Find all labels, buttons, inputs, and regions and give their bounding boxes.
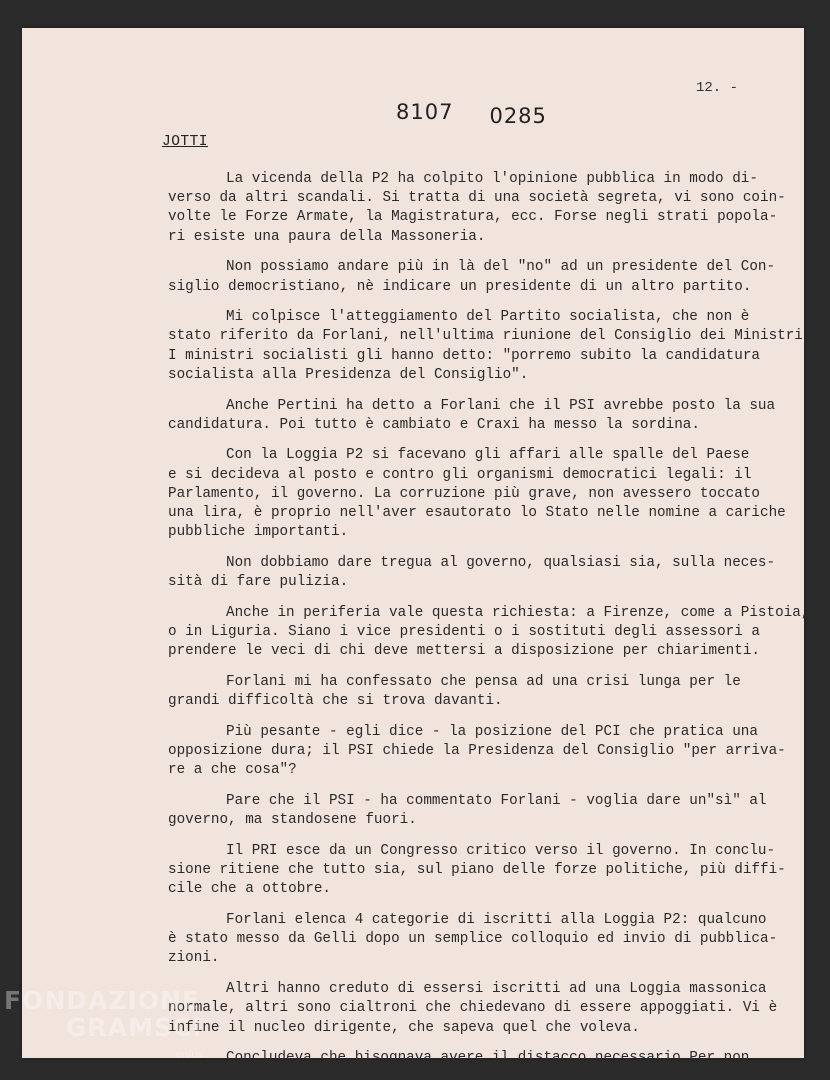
text-line: e si decideva al posto e contro gli organismi democratici legali: il (168, 466, 752, 483)
text-line: infine il nucleo dirigente, che sapeva quel che voleva. (168, 1019, 640, 1036)
paragraph (168, 258, 776, 296)
paragraph (168, 308, 812, 385)
text-line: Mi colpisce l'atteggiamento del Partito socialista, che non è (226, 309, 750, 326)
text-line: ri esiste una paura della Massoneria. (168, 228, 486, 245)
speaker-heading: JOTTI (162, 134, 209, 150)
text-line: La vicenda della P2 ha colpito l'opinione pubblica in modo di- (226, 171, 758, 187)
watermark-line1: FONDAZIONE (4, 986, 201, 1015)
text-line: socialista alla Presidenza del Consiglio". (168, 366, 529, 383)
watermark-line3: onlus (176, 1050, 203, 1061)
text-line: verso da altri scandali. Si tratta di una società segreta, vi sono coin- (168, 190, 786, 207)
paragraph (168, 604, 810, 662)
text-line: sità di fare pulizia. (168, 574, 349, 591)
text-line: Con la Loggia P2 si facevano gli affari alle spalle del Paese (226, 447, 750, 464)
paragraph (168, 911, 778, 969)
text-line: Non dobbiamo dare tregua al governo, qualsiasi sia, sulla neces- (226, 554, 776, 571)
text-line: siglio democristiano, nè indicare un presidente di un altro partito. (168, 278, 752, 295)
text-line: prendere le veci di chi deve mettersi a disposizione per chiarimenti. (168, 643, 760, 660)
text-line: cile che a ottobre. (168, 881, 332, 898)
document-body (168, 170, 812, 1080)
text-line: Pare che il PSI - ha commentato Forlani - voglia dare un"sì" al (226, 792, 767, 809)
paragraph (168, 792, 768, 830)
paragraph (168, 980, 778, 1038)
paragraph (168, 723, 786, 781)
text-line: opposizione dura; il PSI chiede la Presidenza del Consiglio "per arriva- (168, 743, 786, 760)
text-line: Anche in periferia vale questa richiesta: a Firenze, come a Pistoia, (226, 604, 810, 621)
text-line: stato riferito da Forlani, nell'ultima riunione del Consiglio dei Ministri. (168, 328, 812, 345)
text-line: Altri hanno creduto di essersi iscritti ad una Loggia massonica (226, 981, 767, 998)
watermark-line2: GRAMSCI (66, 1013, 203, 1042)
paragraph (168, 673, 768, 711)
text-line: pubbliche importanti. (168, 524, 349, 541)
paragraph (168, 842, 786, 900)
paragraph (168, 554, 776, 592)
paragraph (168, 170, 786, 247)
text-line: grandi difficoltà che si trova davanti. (168, 693, 503, 710)
page-number: 12. - (695, 80, 738, 96)
text-line: Forlani mi ha confessato che pensa ad una crisi lunga per le (226, 673, 741, 690)
paragraph (168, 446, 786, 542)
text-line: Forlani elenca 4 categorie di iscritti alla Loggia P2: qualcuno (226, 912, 767, 928)
text-line: Parlamento, il governo. La corruzione più grave, non avessero toccato (168, 485, 760, 502)
text-line: è stato messo da Gelli dopo un semplice colloquio ed invio di pubblica- (168, 931, 778, 948)
text-line: o in Liguria. Siano i vice presidenti o i sostituti degli assessori a (168, 624, 760, 641)
text-line: zioni. (168, 950, 220, 967)
text-line: I ministri socialisti gli hanno detto: "porremo subito la candidatura (168, 347, 760, 364)
text-line: Anche Pertini ha detto a Forlani che il PSI avrebbe posto la sua (226, 397, 776, 414)
text-line: sione ritiene che tutto sia, sul piano delle forze politiche, più diffi- (168, 862, 786, 879)
text-line: candidatura. Poi tutto è cambiato e Craxi ha messo la sordina. (168, 416, 700, 433)
paragraph (168, 397, 776, 435)
archive-watermark (4, 986, 203, 1061)
text-line: governo, ma standosene fuori. (168, 812, 417, 829)
text-line: re a che cosa"? (168, 762, 297, 779)
document-number-part2: 0285 (489, 104, 547, 128)
text-line: Non possiamo andare più in là del "no" ad un presidente del Con- (226, 259, 776, 276)
text-line: Più pesante - egli dice - la posizione del PCI che pratica una (226, 723, 758, 740)
document-number-part1: 8107 (396, 100, 454, 124)
paragraph (168, 1049, 768, 1068)
text-line: Concludeva che bisognava avere il distacco necessario Per non (226, 1050, 750, 1067)
text-line: Il PRI esce da un Congresso critico verso il governo. In conclu- (226, 842, 776, 859)
text-line: volte le Forze Armate, la Magistratura, ecc. Forse negli strati popola- (168, 209, 778, 226)
text-line: normale, altri sono cialtroni che chiedevano di essere appoggiati. Vi è (168, 1000, 778, 1017)
document-number (396, 100, 547, 128)
text-line: una lira, è proprio nell'aver esautorato lo Stato nelle nomine a cariche (168, 505, 786, 522)
